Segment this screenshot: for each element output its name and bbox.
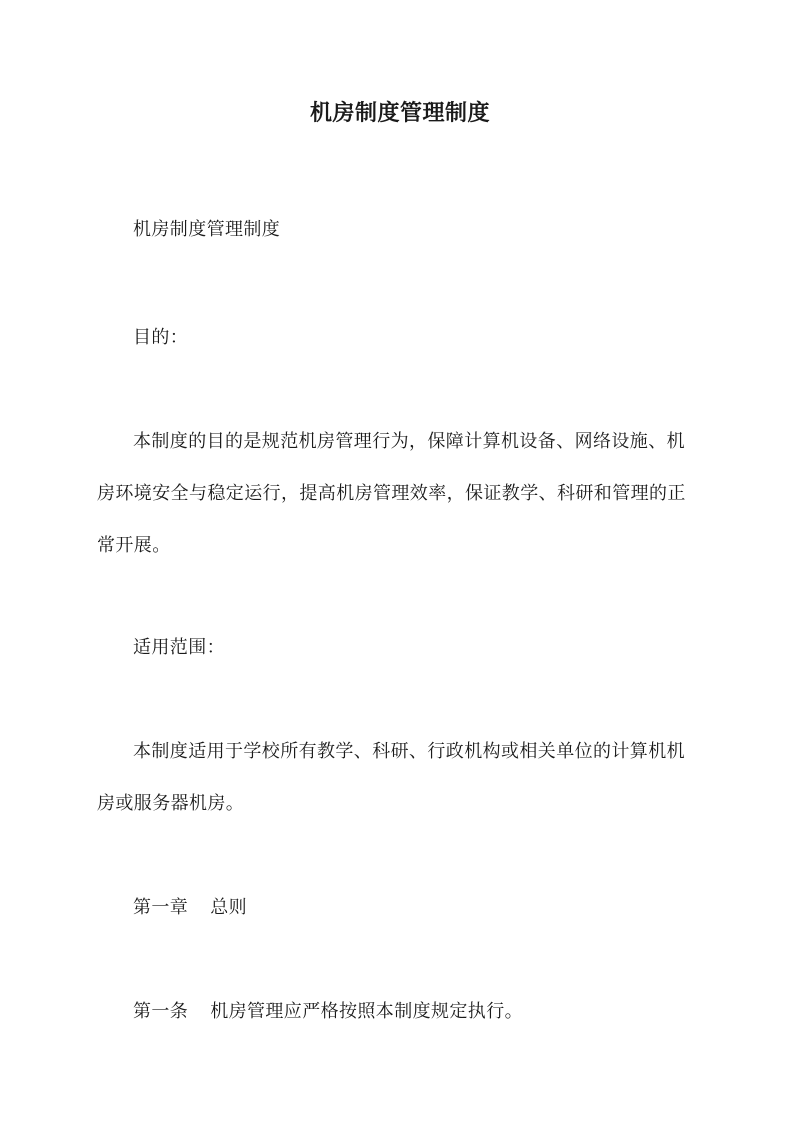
article-paragraph — [97, 986, 703, 1038]
purpose-paragraph: 本制度的目的是规范机房管理行为，保障计算机设备、网络设施、机房环境安全与稳定运行，提高机房管理效率，保证教学、科研和管理的正常开展。 — [97, 431, 686, 556]
article-text: 机房管理应严格按照本制度规定执行。 — [210, 1001, 524, 1022]
scope-paragraph: 本制度适用于学校所有教学、科研、行政机构或相关单位的计算机机房或服务器机房。 — [97, 741, 685, 814]
document-title: 机房制度管理制度 — [309, 100, 490, 126]
chapter-title: 总则 — [210, 897, 248, 918]
document-subtitle: 机房制度管理制度 — [133, 219, 281, 240]
article-label: 第一条 — [133, 1001, 189, 1022]
scope-heading: 适用范围： — [133, 637, 225, 658]
chapter-label: 第一章 — [133, 897, 189, 918]
chapter-heading — [97, 882, 703, 934]
purpose-heading: 目的： — [133, 327, 189, 348]
